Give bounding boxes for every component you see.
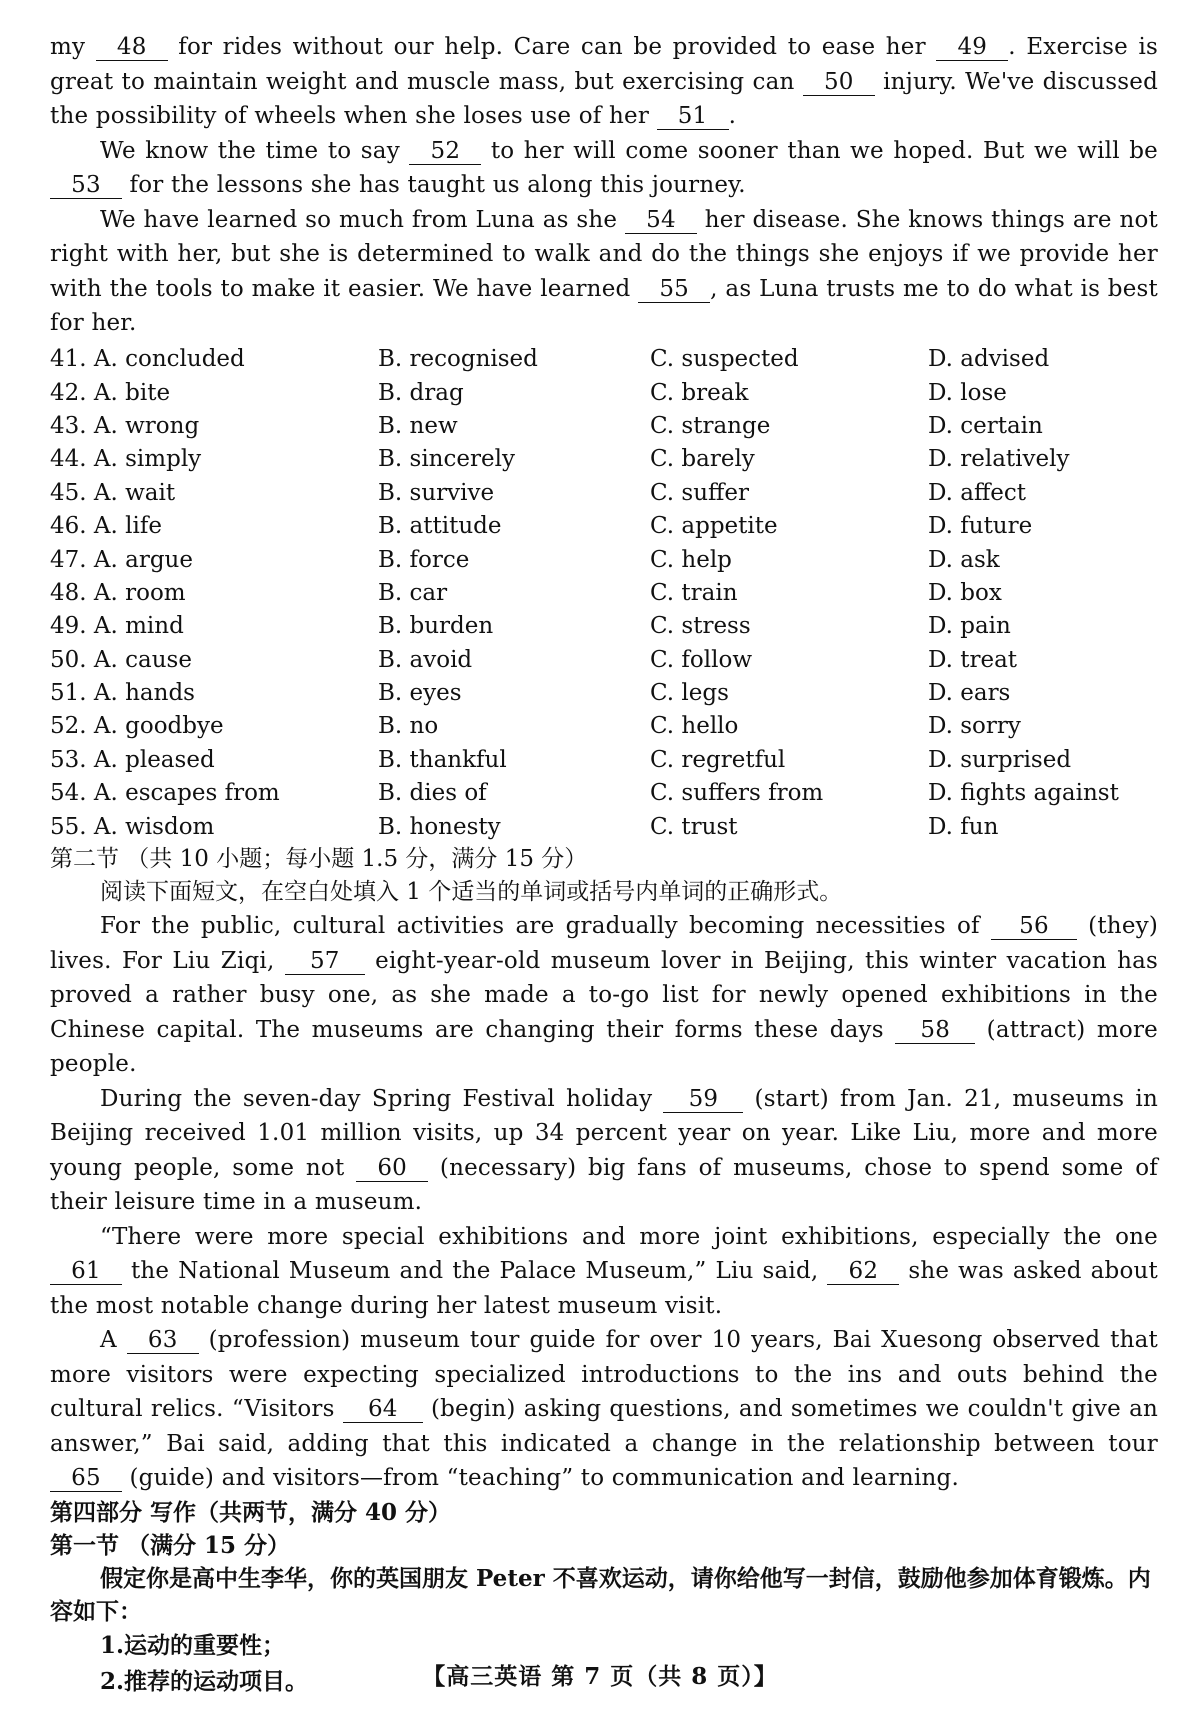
option-d: D. advised xyxy=(928,346,1050,373)
blank-57: 57 xyxy=(285,948,365,975)
text: We have learned so much from Luna as she xyxy=(100,206,625,233)
option-a: 47. A. argue xyxy=(50,546,193,573)
option-a: 51. A. hands xyxy=(50,680,195,707)
option-b: B. survive xyxy=(378,479,495,506)
part4-section1-heading: 第一节 （满分 15 分） xyxy=(50,1531,291,1559)
option-d: D. ask xyxy=(928,546,1000,573)
option-c: C. strange xyxy=(650,412,771,439)
option-c: C. appetite xyxy=(650,513,778,540)
option-a: 53. A. pleased xyxy=(50,746,215,773)
blank-63: 63 xyxy=(127,1327,199,1354)
blank-62: 62 xyxy=(827,1258,899,1285)
option-a: 41. A. concluded xyxy=(50,346,245,373)
blank-53: 53 xyxy=(50,172,122,199)
text: , as Luna trusts me to do what is best for her. xyxy=(50,275,1158,336)
text: (begin) asking questions, and sometimes we couldn't give an answer,” Bai said, adding that this indicated a change in the relationship between tour xyxy=(50,1396,1158,1457)
text: to her will come sooner than we hoped. But we will be xyxy=(481,137,1158,164)
text: my xyxy=(50,34,96,60)
option-row xyxy=(50,443,1119,476)
option-row xyxy=(50,509,1119,542)
blank-48: 48 xyxy=(96,34,168,61)
text: she was asked about the most notable change during her latest museum visit. xyxy=(50,1258,1158,1319)
text: the National Museum and the Palace Museum,” Liu said, xyxy=(122,1258,828,1285)
blank-54: 54 xyxy=(625,207,697,234)
option-row xyxy=(50,610,1119,643)
option-b: B. thankful xyxy=(378,746,507,773)
option-c: C. help xyxy=(650,546,732,573)
section2-instruction: 阅读下面短文，在空白处填入 1 个适当的单词或括号内单词的正确形式。 xyxy=(100,879,843,906)
blank-58: 58 xyxy=(895,1017,975,1044)
option-d: D. affect xyxy=(928,479,1027,506)
option-a: 44. A. simply xyxy=(50,446,202,473)
option-d: D. ears xyxy=(928,680,1011,707)
blank-51: 51 xyxy=(657,103,729,130)
option-c: C. stress xyxy=(650,613,751,640)
text: (necessary) big fans of museums, chose to spend some of their leisure time in a museum. xyxy=(50,1154,1158,1216)
option-c: C. suffer xyxy=(650,479,749,506)
option-b: B. avoid xyxy=(378,646,473,673)
option-d: D. sorry xyxy=(928,713,1021,740)
writing-item-2: 2.推荐的运动项目。 xyxy=(100,1667,309,1695)
options-table xyxy=(50,343,1119,844)
option-d: D. fun xyxy=(928,813,999,840)
text: . xyxy=(728,103,737,129)
cloze-paragraph-2 xyxy=(50,134,1158,203)
option-a: 55. A. wisdom xyxy=(50,813,215,840)
option-row xyxy=(50,376,1119,409)
option-a: 46. A. life xyxy=(50,513,162,540)
blank-52: 52 xyxy=(409,138,481,165)
option-c: C. legs xyxy=(650,680,729,707)
option-b: B. no xyxy=(378,713,439,740)
text: for rides without our help. Care can be provided to ease her xyxy=(167,34,937,60)
grammar-paragraph-3 xyxy=(50,1220,1158,1324)
part4-heading: 第四部分 写作（共两节，满分 40 分） xyxy=(50,1498,452,1526)
writing-item-1: 1.运动的重要性； xyxy=(100,1631,286,1659)
option-c: C. hello xyxy=(650,713,739,740)
text: During the seven-day Spring Festival holiday xyxy=(100,1085,664,1112)
text: (they) lives. For Liu Ziqi, xyxy=(50,913,1158,974)
blank-56: 56 xyxy=(991,913,1077,940)
option-row xyxy=(50,343,1119,376)
cloze-paragraph-1 xyxy=(50,30,1158,134)
text: injury. We've discussed the possibility of wheels when she loses use of her xyxy=(50,68,1159,129)
option-b: B. car xyxy=(378,579,448,606)
text: her disease. She knows things are not right with her, but she is determined to walk and do the things she enjoys if we provide her with the tools to make it easier. We have learned xyxy=(50,206,1158,302)
text: . Exercise is great to maintain weight and muscle mass, but exercising can xyxy=(50,34,1158,95)
blank-59: 59 xyxy=(663,1086,743,1113)
option-b: B. attitude xyxy=(378,513,502,540)
text: A xyxy=(100,1327,127,1354)
text: (profession) museum tour guide for over 10 years, Bai Xuesong observed that more visitors were expecting specialized introductions to the ins and outs behind the cultural relics. “Visitors xyxy=(50,1327,1158,1423)
grammar-paragraph-4 xyxy=(50,1323,1158,1496)
option-row xyxy=(50,676,1119,709)
option-b: B. honesty xyxy=(378,813,501,840)
option-a: 42. A. bite xyxy=(50,379,171,406)
option-c: C. suspected xyxy=(650,346,799,373)
option-row xyxy=(50,777,1119,810)
option-a: 45. A. wait xyxy=(50,479,176,506)
section2-heading: 第二节 （共 10 小题；每小题 1.5 分，满分 15 分） xyxy=(50,846,588,873)
option-c: C. follow xyxy=(650,646,753,673)
option-d: D. relatively xyxy=(928,446,1070,473)
option-a: 48. A. room xyxy=(50,579,186,606)
option-c: C. suffers from xyxy=(650,780,824,807)
text: For the public, cultural activities are gradually becoming necessities of xyxy=(100,913,991,940)
option-c: C. break xyxy=(650,379,749,406)
option-b: B. sincerely xyxy=(378,446,515,473)
text: (guide) and visitors—from “teaching” to communication and learning. xyxy=(122,1465,959,1492)
writing-prompt: 假定你是高中生李华，你的英国朋友 Peter 不喜欢运动，请你给他写一封信，鼓励他参加体育锻炼。内容如下： xyxy=(50,1564,1151,1625)
blank-61: 61 xyxy=(50,1258,122,1285)
option-c: C. barely xyxy=(650,446,755,473)
cloze-paragraph-3 xyxy=(50,203,1158,341)
option-row xyxy=(50,810,1119,843)
text: (attract) more people. xyxy=(50,1016,1158,1078)
page-footer: 【高三英语 第 7 页（共 8 页）】 xyxy=(422,1663,778,1690)
option-row xyxy=(50,476,1119,509)
option-b: B. dies of xyxy=(378,780,487,807)
text: (start) from Jan. 21, museums in Beijing received 1.01 million visits, up 34 percent year on year. Like Liu, more and more young people, some not xyxy=(50,1085,1158,1181)
option-row xyxy=(50,543,1119,576)
blank-55: 55 xyxy=(638,276,710,303)
text: We know the time to say xyxy=(100,137,410,164)
option-a: 52. A. goodbye xyxy=(50,713,224,740)
text: “There were more special exhibitions and more joint exhibitions, especially the one xyxy=(100,1223,1158,1250)
option-b: B. drag xyxy=(378,379,464,406)
option-d: D. lose xyxy=(928,379,1007,406)
option-b: B. force xyxy=(378,546,470,573)
option-a: 50. A. cause xyxy=(50,646,192,673)
option-b: B. eyes xyxy=(378,680,462,707)
option-d: D. treat xyxy=(928,646,1018,673)
option-c: C. regretful xyxy=(650,746,786,773)
option-d: D. fights against xyxy=(928,780,1119,807)
option-row xyxy=(50,743,1119,776)
option-b: B. new xyxy=(378,412,458,439)
grammar-paragraph-1 xyxy=(50,909,1158,1082)
option-row xyxy=(50,409,1119,442)
option-d: D. future xyxy=(928,513,1033,540)
option-a: 54. A. escapes from xyxy=(50,780,280,807)
option-d: D. certain xyxy=(928,412,1043,439)
grammar-paragraph-2 xyxy=(50,1082,1158,1220)
option-b: B. burden xyxy=(378,613,494,640)
option-a: 49. A. mind xyxy=(50,613,184,640)
text: for the lessons she has taught us along this journey. xyxy=(122,172,746,198)
blank-60: 60 xyxy=(356,1155,428,1182)
blank-64: 64 xyxy=(343,1396,423,1423)
option-c: C. trust xyxy=(650,813,738,840)
text: eight-year-old museum lover in Beijing, this winter vacation has proved a rather busy one, as she made a to-go list for newly opened exhibitions in the Chinese capital. The museums are changing their forms these days xyxy=(50,947,1159,1043)
blank-50: 50 xyxy=(803,69,875,96)
option-d: D. box xyxy=(928,579,1002,606)
blank-49: 49 xyxy=(936,34,1008,61)
blank-65: 65 xyxy=(50,1465,122,1492)
option-row xyxy=(50,576,1119,609)
option-a: 43. A. wrong xyxy=(50,412,200,439)
option-b: B. recognised xyxy=(378,346,538,373)
option-row xyxy=(50,643,1119,676)
option-d: D. surprised xyxy=(928,746,1072,773)
option-c: C. train xyxy=(650,579,738,606)
option-d: D. pain xyxy=(928,613,1011,640)
option-row xyxy=(50,710,1119,743)
